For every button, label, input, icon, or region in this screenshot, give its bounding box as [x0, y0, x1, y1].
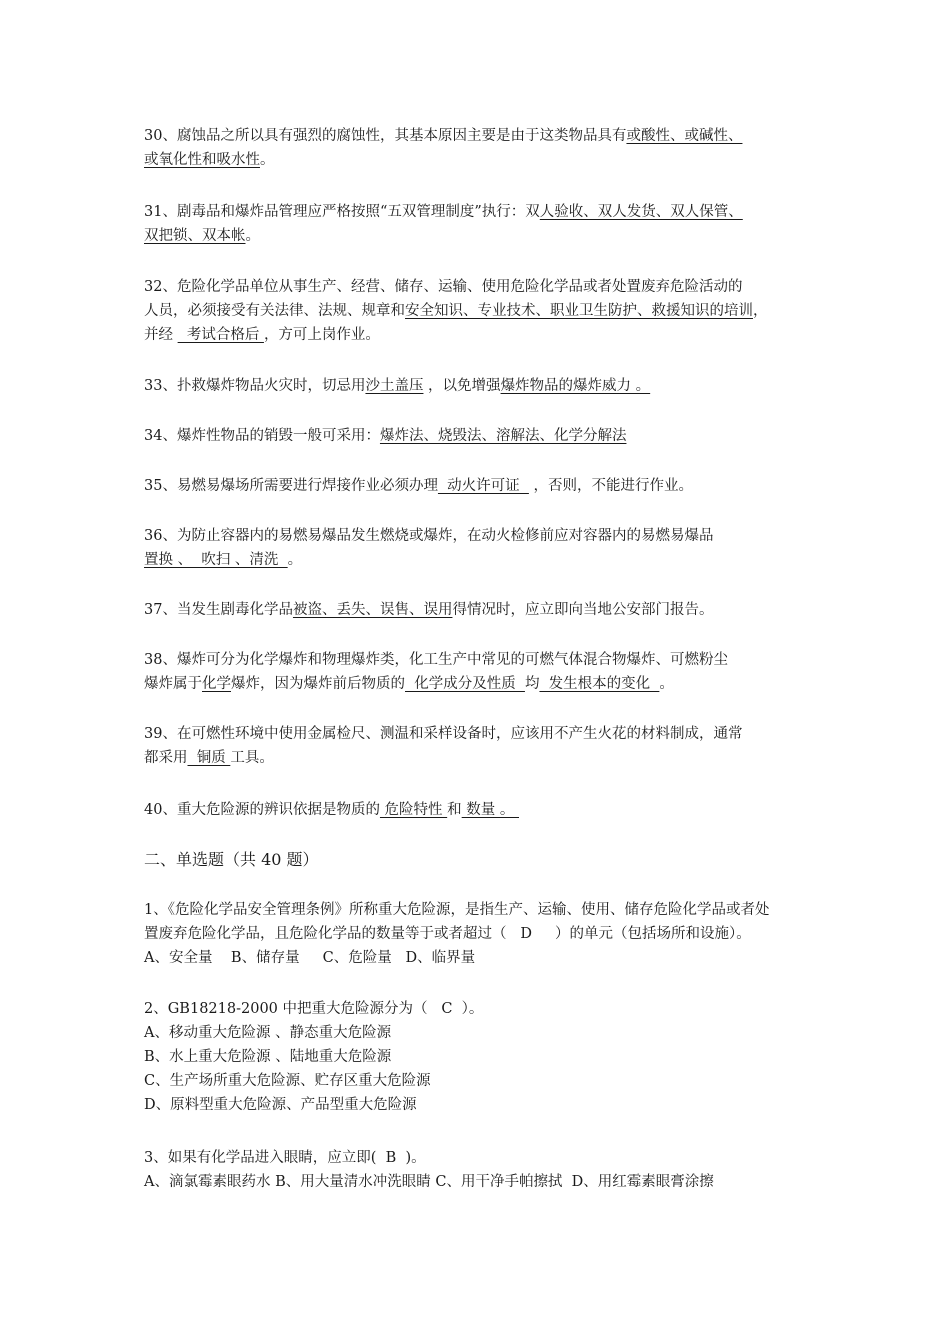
answer-underlined: 考试合格后: [177, 327, 264, 343]
answer-underlined: 危险特性: [379, 802, 448, 818]
question-text: 35、易燃易爆场所需要进行焊接作业必须办理: [144, 478, 438, 494]
question-32-line-2: [144, 299, 824, 323]
question-text: 并经: [144, 327, 178, 343]
question-32-line-1: 32、危险化学品单位从事生产、经营、储存、运输、使用危险化学品或者处置废弃危险活动的: [144, 279, 743, 295]
single-choice-1-line-1: 1、《危险化学品安全管理条例》所称重大危险源，是指生产、运输、使用、储存危险化学品或者处: [144, 902, 770, 918]
question-40: [144, 798, 824, 822]
single-choice-2-option-d: D、原料型重大危险源、产品型重大危险源: [144, 1097, 417, 1113]
question-text: 31、剧毒品和爆炸品管理应严格按照“五双管理制度”执行：双: [144, 204, 540, 220]
question-text: 40、重大危险源的辨识依据是物质的: [144, 802, 380, 818]
question-36: [144, 524, 824, 572]
question-text: ，否则，不能进行作业。: [528, 478, 693, 494]
question-text: 。: [659, 676, 674, 692]
question-text: 30、腐蚀品之所以具有强烈的腐蚀性，其基本原因主要是由于这类物品具有: [144, 128, 627, 144]
single-choice-1-line-2: 置废弃危险化学品，且危险化学品的数量等于或者超过（ D ）的单元（包括场所和设施）。: [144, 926, 751, 942]
question-text: ，以免增强: [423, 378, 501, 394]
question-38: [144, 648, 824, 696]
question-text: 人员，必须接受有关法律、法规、规章和: [144, 303, 405, 319]
question-35: [144, 474, 824, 498]
answer-underlined: 或酸性、或碱性、: [626, 128, 743, 144]
question-38-line-2: [144, 672, 824, 696]
single-choice-2: [144, 997, 824, 1117]
single-choice-2-option-b: B、水上重大危险源 、陆地重大危险源: [144, 1049, 392, 1065]
single-choice-3-question: 3、如果有化学品进入眼睛，应立即( B )。: [144, 1150, 426, 1166]
answer-underlined: 或氧化性和吸水性: [144, 152, 260, 168]
question-text: ，: [753, 303, 768, 319]
question-37: [144, 598, 824, 622]
question-text: ，方可上岗作业。: [263, 327, 380, 343]
answer-underlined: 沙土盖压: [365, 378, 424, 394]
answer-underlined: 被盗、丢失、误售、误用: [292, 602, 453, 618]
question-text: 得情况时，应立即向当地公安部门报告。: [452, 602, 714, 618]
single-choice-3: [144, 1146, 824, 1194]
answer-underlined: 化学成分及性质: [405, 676, 525, 692]
question-36-line-1: 36、为防止容器内的易燃易爆品发生燃烧或爆炸，在动火检修前应对容器内的易燃易爆品: [144, 528, 714, 544]
question-33: [144, 374, 824, 398]
question-37-line-1: [144, 598, 824, 622]
question-34-line-1: [144, 424, 824, 448]
single-choice-2-option-c: C、生产场所重大危险源、贮存区重大危险源: [144, 1073, 431, 1089]
question-text: 。: [260, 152, 275, 168]
question-text: 都采用: [144, 750, 188, 766]
answer-underlined: 爆炸物品的爆炸威力 。: [500, 378, 651, 394]
single-choice-2-option-a: A、移动重大危险源 、静态重大危险源: [144, 1025, 392, 1041]
question-31-line-2: [144, 224, 824, 248]
answer-underlined: 双把锁、双本帐: [144, 228, 246, 244]
question-38-line-1: 38、爆炸可分为化学爆炸和物理爆炸类，化工生产中常见的可燃气体混合物爆炸、可燃粉尘: [144, 652, 728, 668]
question-text: 33、扑救爆炸物品火灾时，切忌用: [144, 378, 366, 394]
question-33-line-1: [144, 374, 824, 398]
question-30: [144, 124, 824, 172]
question-36-line-2: [144, 548, 824, 572]
answer-underlined: 安全知识、专业技术、职业卫生防护、救援知识的培训: [405, 303, 753, 319]
single-choice-1-options: A、安全量 B、储存量 C、危险量 D、临界量: [144, 950, 476, 966]
question-text: 和: [447, 802, 462, 818]
question-35-line-1: [144, 474, 824, 498]
question-text: 。: [245, 228, 260, 244]
answer-underlined: 发生根本的变化: [539, 676, 660, 692]
answer-underlined: 置换 、 吹扫 、清洗: [144, 552, 288, 568]
answer-underlined: 人验收、双人发货、双人保管、: [539, 204, 743, 220]
question-32: [144, 275, 824, 347]
single-choice-1: [144, 898, 824, 970]
answer-underlined: 动火许可证: [437, 478, 529, 494]
section-title: 二、单选题（共 40 题）: [144, 850, 319, 869]
question-40-line-1: [144, 798, 824, 822]
question-text: 37、当发生剧毒化学品: [144, 602, 293, 618]
question-34: [144, 424, 824, 448]
question-30-line-2: [144, 148, 824, 172]
question-32-line-3: [144, 323, 824, 347]
question-39-line-1: 39、在可燃性环境中使用金属检尺、测温和采样设备时，应该用不产生火花的材料制成，通常: [144, 726, 743, 742]
question-text: 爆炸，因为爆炸前后物质的: [231, 676, 405, 692]
question-text: 。: [287, 552, 303, 568]
question-text: 爆炸属于: [144, 676, 202, 692]
question-39-line-2: [144, 746, 824, 770]
answer-underlined: 爆炸法、烧毁法、溶解法、化学分解法: [379, 428, 627, 444]
question-30-line-1: [144, 124, 824, 148]
answer-underlined: 铜质: [187, 750, 231, 766]
question-text: 工具。: [230, 750, 274, 766]
answer-underlined: 数量 。: [461, 802, 519, 818]
section-heading-single-choice: [144, 848, 824, 872]
single-choice-2-question: 2、GB18218-2000 中把重大危险源分为（ C ）。: [144, 1001, 484, 1017]
question-31: [144, 200, 824, 248]
single-choice-3-options: A、滴氯霉素眼药水 B、用大量清水冲洗眼睛 C、用干净手帕擦拭 D、用红霉素眼膏涂擦: [144, 1174, 714, 1190]
question-31-line-1: [144, 200, 824, 224]
question-39: [144, 722, 824, 770]
answer-underlined: 化学: [202, 676, 231, 692]
question-text: 均: [524, 676, 540, 692]
question-text: 34、爆炸性物品的销毁一般可采用：: [144, 428, 380, 444]
